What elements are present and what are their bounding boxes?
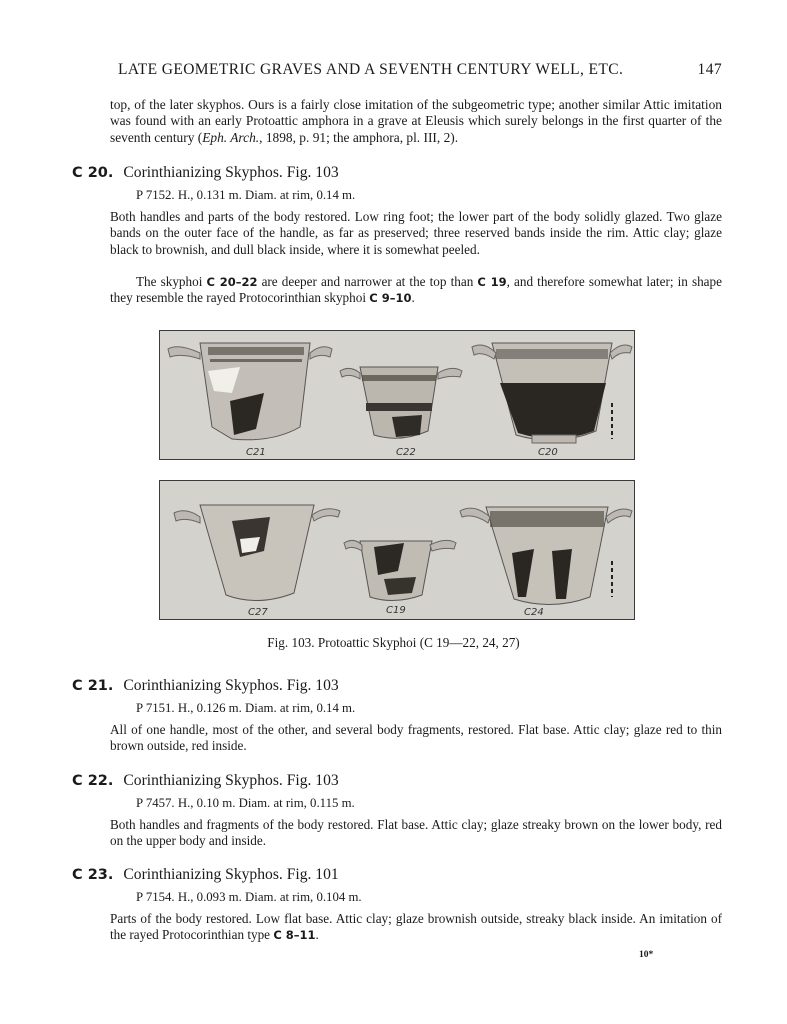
entry-description: Both handles and fragments of the body restored. Flat base. Attic clay; glaze streaky brown on the lower body, red on the upper body and inside.: [110, 817, 722, 849]
photo-label-c20: C20: [538, 447, 558, 458]
catalogue-ref: C 9–10: [369, 291, 412, 306]
signature-mark: 10*: [639, 950, 654, 960]
intro-paragraph: top, of the later skyphos. Ours is a fairly close imitation of the subgeometric type; another similar Attic imitation was found with an early Protoattic amphora in a grave at Eleusis which surely belongs in the first quarter of the seventh century (Eph. Arch., 1898, p. 91; the amphora, pl. III, 2).: [110, 97, 722, 145]
photo-label-c21: C21: [246, 447, 266, 458]
entry-measurements: P 7152. H., 0.131 m. Diam. at rim, 0.14 m.: [136, 188, 356, 202]
catalogue-ref: C 8–11: [273, 928, 316, 943]
catalogue-ref: C 20–22: [206, 275, 258, 289]
entry-heading-c21: [72, 677, 339, 695]
figure-caption: Fig. 103. Protoattic Skyphoi (C 19—22, 24, 27): [267, 635, 520, 650]
journal-title: Eph. Arch.: [202, 129, 260, 145]
entry-measurements: P 7154. H., 0.093 m. Diam. at rim, 0.104 m.: [136, 890, 362, 904]
skyphoi-photo-top: [160, 331, 634, 459]
entry-description: All of one handle, most of the other, and several body fragments, restored. Flat base. Attic clay; glaze red to thin brown outside, red inside.: [110, 722, 722, 754]
photo-plate-top: [159, 330, 635, 460]
entry-heading-c23: [72, 866, 339, 884]
photo-label-c22: C22: [396, 447, 416, 458]
entry-title: Corinthianizing Skyphos. Fig. 101: [123, 866, 339, 883]
photo-label-c19: C19: [386, 605, 406, 616]
photo-plate-bottom: [159, 480, 635, 620]
running-head: [118, 61, 722, 79]
catalogue-number: C 22.: [72, 773, 114, 789]
entry-heading-c20: [72, 164, 339, 182]
skyphoi-photo-bottom: [160, 481, 634, 619]
running-title: LATE GEOMETRIC GRAVES AND A SEVENTH CENTURY WELL, ETC.: [118, 61, 624, 78]
entry-measurements: P 7457. H., 0.10 m. Diam. at rim, 0.115 m.: [136, 796, 355, 810]
entry-title: Corinthianizing Skyphos. Fig. 103: [123, 164, 339, 181]
entry-title: Corinthianizing Skyphos. Fig. 103: [123, 677, 339, 694]
entry-description: Parts of the body restored. Low flat base. Attic clay; glaze brownish outside, streaky black inside. An imitation of the rayed Protocorinthian type C 8–11.: [110, 911, 722, 943]
catalogue-number: C 20.: [72, 165, 114, 181]
catalogue-number: C 23.: [72, 867, 114, 883]
photo-label-c24: C24: [524, 607, 544, 618]
entry-description: Both handles and parts of the body restored. Low ring foot; the lower part of the body solidly glazed. Two glaze bands on the outer face of the handle, as far as preserved; three reserved bands inside the rim. Attic clay; glaze black to brownish, and dull black inside, where it is somewhat peeled.: [110, 209, 722, 257]
page-number: 147: [697, 61, 722, 78]
comparison-note: The skyphoi C 20–22 are deeper and narrower at the top than C 19, and therefore somewhat later; in shape they resemble the rayed Protocorinthian skyphoi C 9–10.: [110, 274, 722, 306]
catalogue-number: C 21.: [72, 678, 114, 694]
entry-title: Corinthianizing Skyphos. Fig. 103: [123, 772, 339, 789]
entry-measurements: P 7151. H., 0.126 m. Diam. at rim, 0.14 m.: [136, 701, 356, 715]
catalogue-ref: C 19: [477, 275, 507, 289]
photo-label-c27: C27: [248, 607, 268, 618]
entry-heading-c22: [72, 772, 339, 790]
